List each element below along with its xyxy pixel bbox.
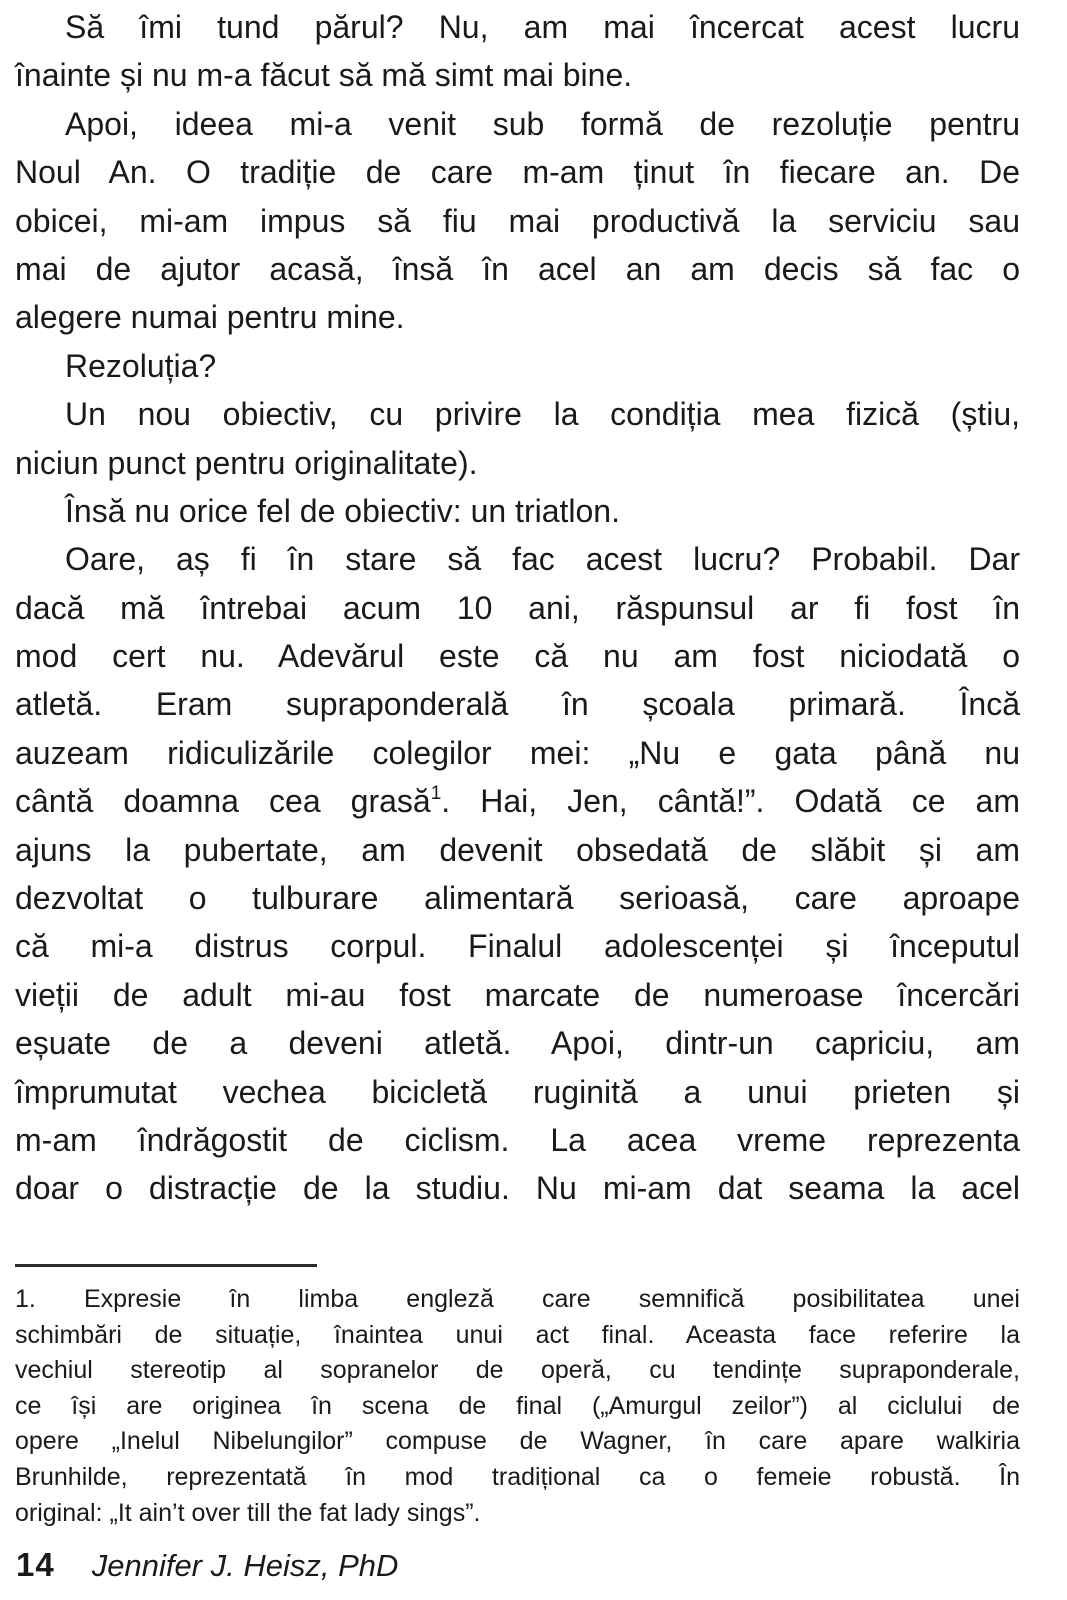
body-line-segment: cântă doamna cea grasă <box>15 783 431 820</box>
footnote-separator-rule <box>15 1264 317 1267</box>
page-footer <box>16 1546 1021 1584</box>
body-line: dacă mă întrebai acum 10 ani, răspunsul ar fi fost în <box>15 589 1020 626</box>
body-line: Însă nu orice fel de obiectiv: un triatlon. <box>65 492 620 529</box>
body-text <box>15 3 1020 1213</box>
body-line: m-am îndrăgostit de ciclism. La acea vreme reprezenta <box>15 1121 1020 1158</box>
body-line: niciun punct pentru originalitate). <box>15 444 478 481</box>
body-line: vieții de adult mi-au fost marcate de numeroase încercări <box>15 976 1020 1013</box>
body-line: mai de ajutor acasă, însă în acel an am decis să fac o <box>15 250 1020 287</box>
body-line: obicei, mi-am impus să fiu mai productivă la serviciu sau <box>15 202 1020 239</box>
body-line: doar o distracție de la studiu. Nu mi-am dat seama la acel <box>15 1170 1020 1207</box>
footnote-line: Brunhilde, reprezentată în mod tradițional ca o femeie robustă. În <box>15 1462 1020 1491</box>
footnote-reference-marker: 1 <box>430 783 442 805</box>
footnote-line: ce își are originea în scena de final („Amurgul zeilor”) al ciclului de <box>15 1391 1020 1420</box>
body-line: Rezoluția? <box>65 347 217 384</box>
body-line: că mi-a distrus corpul. Finalul adolescenței și începutul <box>15 928 1020 965</box>
body-line: Apoi, ideea mi-a venit sub formă de rezoluție pentru <box>65 105 1020 142</box>
body-line: auzeam ridiculizările colegilor mei: „Nu e gata până nu <box>15 734 1020 771</box>
body-line: alegere numai pentru mine. <box>15 299 405 336</box>
body-line: dezvoltat o tulburare alimentară serioasă, care aproape <box>15 880 1020 917</box>
footnote-line: schimbări de situație, înaintea unui act final. Aceasta face referire la <box>15 1320 1020 1349</box>
body-line: Noul An. O tradiție de care m-am ținut în fiecare an. De <box>15 154 1020 191</box>
body-line: Un nou obiectiv, cu privire la condiția mea fizică (știu, <box>65 396 1020 433</box>
body-line: atletă. Eram supraponderală în școala primară. Încă <box>15 686 1020 723</box>
footnote <box>15 1282 1020 1531</box>
footnote-line: vechiul stereotip al sopranelor de operă, cu tendințe supraponderale, <box>15 1356 1020 1385</box>
running-footer-author: Jennifer J. Heisz, PhD <box>91 1548 399 1583</box>
body-line: eșuate de a deveni atletă. Apoi, dintr-un capriciu, am <box>15 1025 1020 1062</box>
footnote-line: opere „Inelul Nibelungilor” compuse de Wagner, în care apare walkiria <box>15 1427 1020 1456</box>
body-line <box>15 777 1020 825</box>
body-line: ajuns la pubertate, am devenit obsedată de slăbit și am <box>15 831 1020 868</box>
page-number: 14 <box>16 1546 55 1583</box>
body-line: mod cert nu. Adevărul este că nu am fost niciodată o <box>15 638 1020 675</box>
footnote-line: 1. Expresie în limba engleză care semnifică posibilitatea unei <box>15 1285 1020 1313</box>
body-line: Oare, aș fi în stare să fac acest lucru? Probabil. Dar <box>65 541 1020 578</box>
body-line: Să îmi tund părul? Nu, am mai încercat acest lucru <box>65 9 1020 45</box>
body-line: înainte și nu m-a făcut să mă simt mai bine. <box>15 57 633 94</box>
footnote-line: original: „It ain’t over till the fat lady sings”. <box>15 1498 481 1527</box>
body-line: împrumutat vechea bicicletă ruginită a unui prieten și <box>15 1073 1020 1110</box>
body-line-segment: . Hai, Jen, cântă!”. Odată ce am <box>441 783 1021 820</box>
